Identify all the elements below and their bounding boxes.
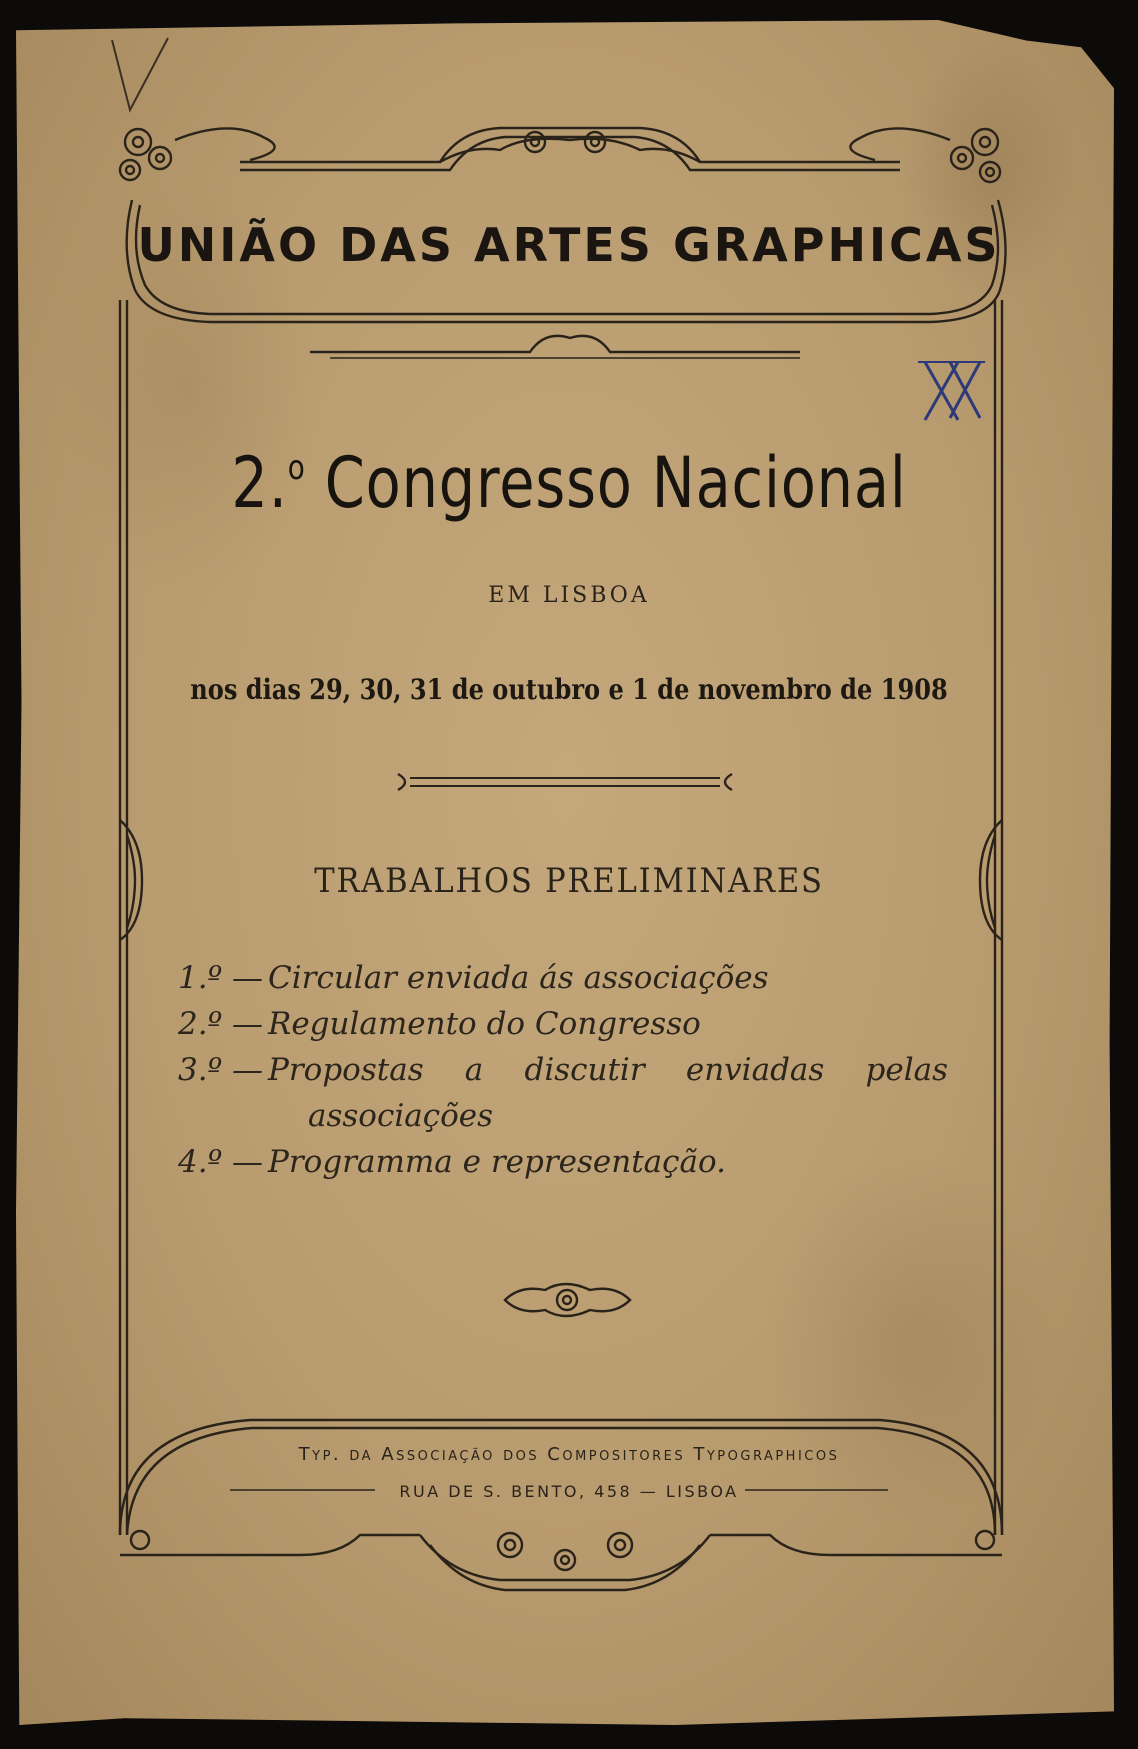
pencil-check xyxy=(112,38,168,110)
list-item xyxy=(178,1047,948,1093)
printer-name: Typ. da Associação dos Compositores Typographicos xyxy=(298,1444,840,1465)
contents-list xyxy=(178,955,948,1185)
list-item xyxy=(178,955,948,1001)
organization-name: UNIÃO DAS ARTES GRAPHICAS xyxy=(137,218,1001,272)
list-item-continuation xyxy=(178,1093,948,1139)
list-item-number: 2.º — xyxy=(178,1006,264,1042)
list-item xyxy=(178,1001,948,1047)
ordinal-mark: o xyxy=(287,448,306,488)
section-heading: TRABALHOS PRELIMINARES xyxy=(314,861,824,901)
list-item-number: 4.º — xyxy=(178,1144,264,1180)
congress-ordinal: 2. xyxy=(231,442,288,524)
pencil-annotation xyxy=(918,362,985,420)
congress-dates: nos dias 29, 30, 31 de outubro e 1 de novembro de 1908 xyxy=(190,673,948,706)
list-item-text: Circular enviada ás associações xyxy=(268,960,769,996)
congress-location: EM LISBOA xyxy=(488,583,650,608)
list-item-text: Regulamento do Congresso xyxy=(268,1006,701,1042)
congress-title xyxy=(102,442,1035,524)
list-item-number: 1.º — xyxy=(178,960,264,996)
list-item xyxy=(178,1139,948,1185)
printer-address: RUA DE S. BENTO, 458 — LISBOA xyxy=(399,1482,739,1501)
list-item-text: Propostas a discutir enviadas pelas xyxy=(268,1052,948,1088)
list-item-text: Programma e representação. xyxy=(268,1144,726,1180)
congress-name: Congresso Nacional xyxy=(324,442,907,524)
list-item-text: associações xyxy=(308,1098,494,1134)
list-item-number: 3.º — xyxy=(178,1052,264,1088)
